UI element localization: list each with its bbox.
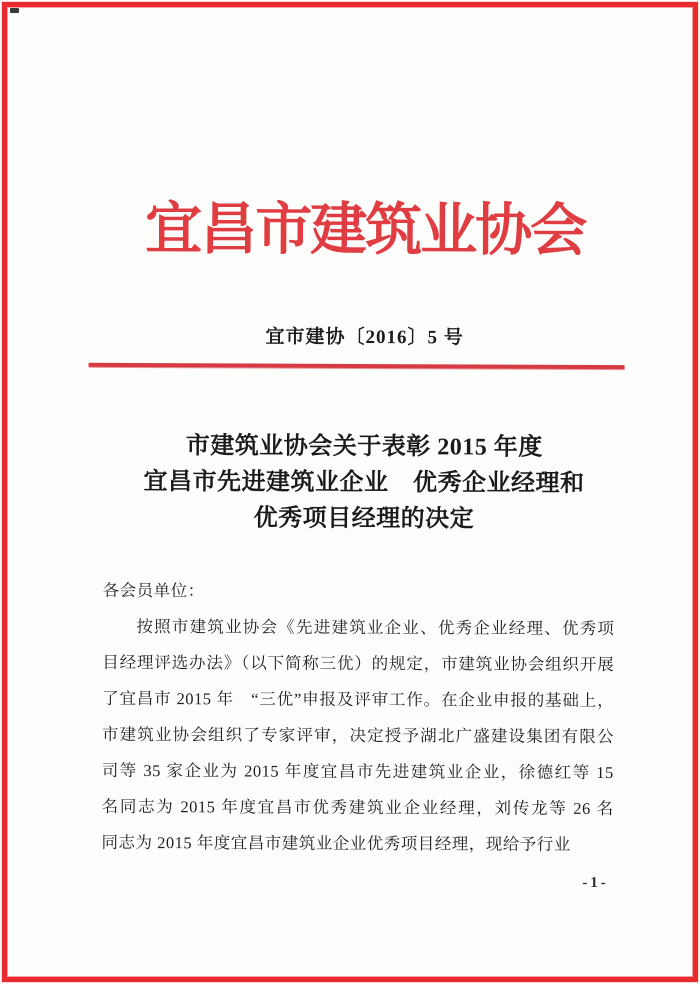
salutation: 各会员单位：: [102, 580, 205, 601]
doc-title-line-2: 宜昌市先进建筑业企业 优秀企业经理和: [143, 469, 585, 497]
body-line: 按照市建筑业协会《先进建筑业企业、优秀企业经理、优秀项: [136, 617, 615, 639]
doc-title: [28, 428, 700, 539]
doc-number: 宜市建协〔2016〕5 号: [265, 326, 464, 349]
body-line: 司等 35 家企业为 2015 年度宜昌市先进建筑业企业，徐德红等 15: [101, 760, 614, 783]
document-content: [26, 0, 700, 984]
scan-artifact-mark: [10, 8, 19, 13]
red-divider-line: [89, 363, 625, 369]
body-text: [101, 573, 614, 863]
doc-title-line-1: 市建筑业协会关于表彰 2015 年度: [185, 433, 543, 461]
body-line: 了宜昌市 2015 年 “三优”申报及评审工作。在企业申报的基础上，: [102, 688, 615, 711]
page-number: -1-: [582, 874, 609, 892]
org-title: 宜昌市建筑业协会: [145, 198, 586, 263]
body-line: 名同志为 2015 年度宜昌市优秀建筑业企业经理，刘传龙等 26 名: [101, 796, 614, 819]
body-line: 市建筑业协会组织了专家评审，决定授予湖北广盛建设集团有限公: [101, 724, 615, 747]
body-line: 同志为 2015 年度宜昌市建筑业企业优秀项目经理，现给予行业: [101, 832, 571, 854]
doc-title-line-3: 优秀项目经理的决定: [253, 505, 475, 533]
body-line: 目经理评选办法》（以下简称三优）的规定，市建筑业协会组织开展: [102, 652, 615, 675]
